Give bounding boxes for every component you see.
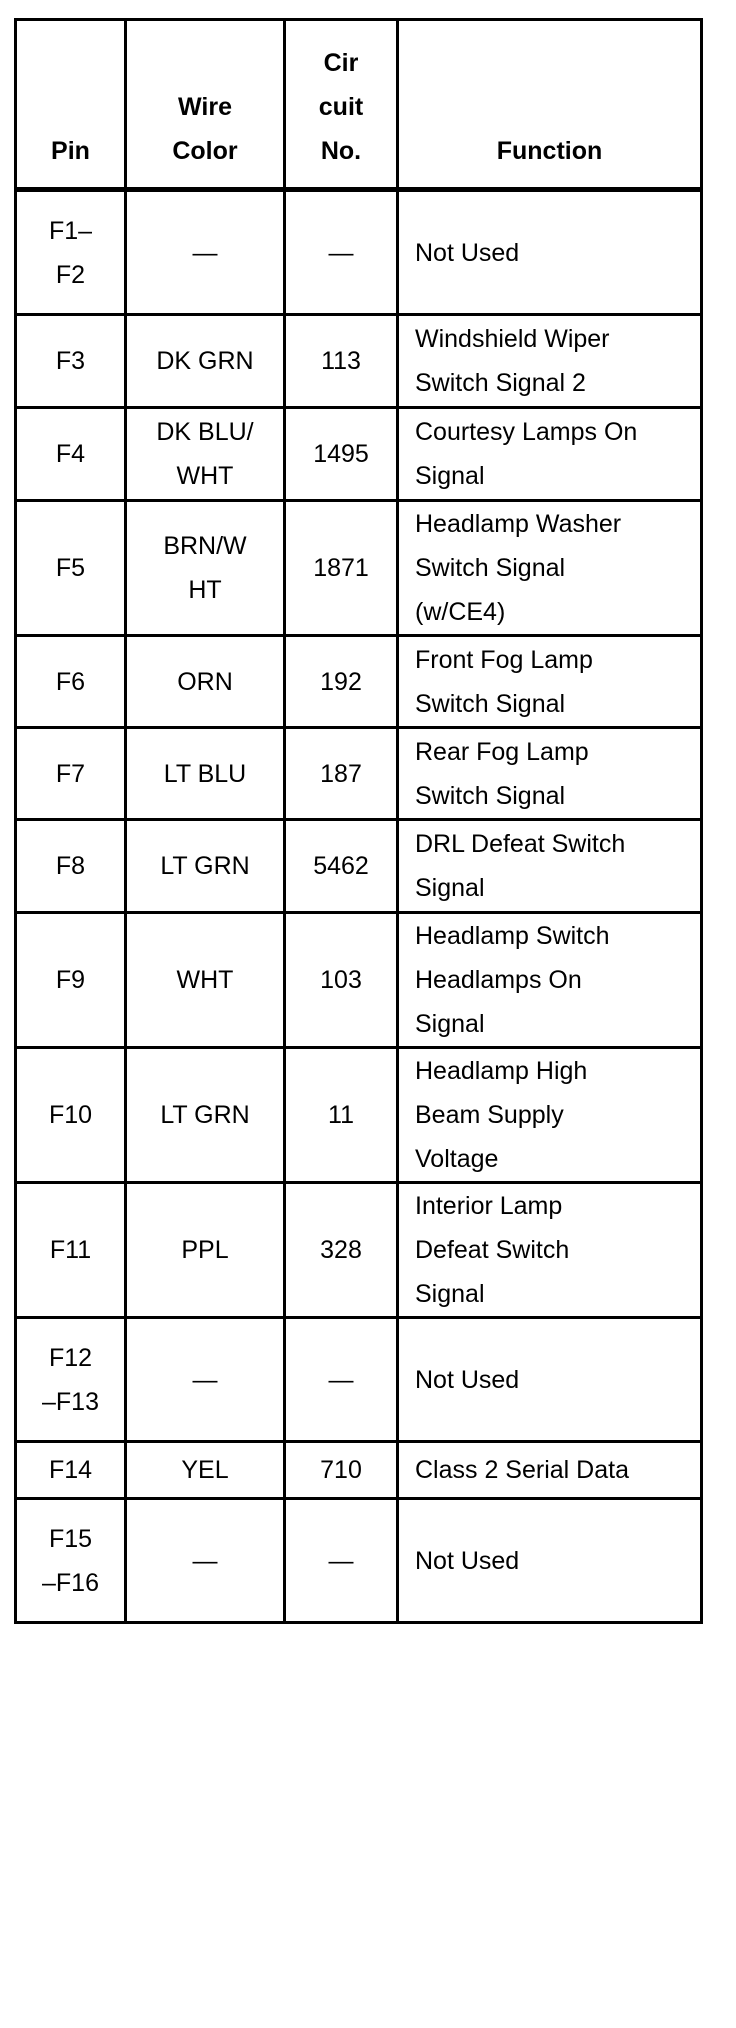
circuit-no-cell <box>285 820 398 913</box>
pin-cell <box>16 1442 126 1499</box>
pin-cell-text: F14 <box>48 1456 93 1484</box>
function-cell <box>398 190 702 315</box>
function-cell-text: Courtesy Lamps On Signal <box>415 418 638 490</box>
table-row <box>16 315 702 408</box>
table-row <box>16 820 702 913</box>
wire-color-cell <box>126 913 285 1048</box>
pin-cell-text: F3 <box>55 347 86 375</box>
table-row <box>16 408 702 501</box>
wire-color-cell <box>126 1048 285 1183</box>
wire-color-cell <box>126 408 285 501</box>
pin-cell-text: F8 <box>55 852 86 880</box>
wire-color-cell <box>126 1442 285 1499</box>
wire-color-cell <box>126 820 285 913</box>
pin-cell <box>16 190 126 315</box>
function-cell-text: Not Used <box>415 1365 520 1394</box>
wire-color-cell-text: LT GRN <box>160 852 250 880</box>
wire-color-cell-text: DK BLU/ WHT <box>156 418 254 490</box>
wire-color-cell-text: WHT <box>176 966 234 994</box>
circuit-no-cell <box>285 501 398 636</box>
header-function: Function <box>398 20 702 190</box>
circuit-no-cell <box>285 636 398 728</box>
pin-cell-text: F15 –F16 <box>42 1524 99 1597</box>
circuit-no-cell <box>285 913 398 1048</box>
circuit-no-cell-text: 5462 <box>313 852 369 880</box>
pin-cell-text: F11 <box>49 1236 92 1264</box>
circuit-no-cell <box>285 1318 398 1442</box>
circuit-no-cell <box>285 315 398 408</box>
wire-color-cell <box>126 1499 285 1623</box>
function-cell <box>398 501 702 636</box>
pin-cell <box>16 1048 126 1183</box>
wire-color-cell-text: YEL <box>181 1456 229 1484</box>
circuit-no-cell-text: 1495 <box>313 440 369 468</box>
wire-color-cell <box>126 1183 285 1318</box>
wire-color-cell-text: DK GRN <box>156 347 254 375</box>
circuit-no-cell-text: 103 <box>320 966 362 994</box>
wire-color-cell-text: LT GRN <box>160 1101 250 1129</box>
circuit-no-cell <box>285 1499 398 1623</box>
pin-cell <box>16 1183 126 1318</box>
pin-cell <box>16 728 126 820</box>
circuit-no-cell <box>285 190 398 315</box>
function-cell-text: Class 2 Serial Data <box>415 1456 629 1484</box>
function-cell <box>398 913 702 1048</box>
wire-color-cell-text: ORN <box>177 667 233 696</box>
circuit-no-cell-text: 710 <box>320 1456 362 1484</box>
pin-cell-text: F1– F2 <box>48 216 93 289</box>
function-cell-text: Front Fog Lamp Switch Signal <box>415 645 593 718</box>
function-cell <box>398 1499 702 1623</box>
header-pin: Pin <box>16 20 126 190</box>
pin-cell-text: F4 <box>55 440 86 468</box>
table-row <box>16 1048 702 1183</box>
circuit-no-cell-text: 1871 <box>313 554 369 582</box>
function-cell-text: Interior Lamp Defeat Switch Signal <box>415 1192 570 1308</box>
circuit-no-cell <box>285 408 398 501</box>
wire-color-cell <box>126 636 285 728</box>
circuit-no-cell <box>285 1183 398 1318</box>
wire-color-cell <box>126 728 285 820</box>
pin-cell-text: F9 <box>55 966 86 994</box>
table-row <box>16 1499 702 1623</box>
circuit-no-cell-text: 11 <box>328 1101 354 1129</box>
circuit-no-cell <box>285 728 398 820</box>
circuit-no-cell <box>285 1048 398 1183</box>
function-cell <box>398 1318 702 1442</box>
function-cell <box>398 315 702 408</box>
function-cell-text: DRL Defeat Switch Signal <box>415 830 626 902</box>
circuit-no-cell <box>285 1442 398 1499</box>
pin-cell-text: F5 <box>55 554 86 582</box>
pin-cell <box>16 913 126 1048</box>
wire-color-cell-text: BRN/W HT <box>163 532 247 604</box>
pin-cell <box>16 315 126 408</box>
pin-cell-text: F7 <box>55 759 86 788</box>
function-cell-text: Headlamp Switch Headlamps On Signal <box>415 922 610 1038</box>
header-wire-color: Wire Color <box>126 20 285 190</box>
function-cell <box>398 1183 702 1318</box>
pin-cell <box>16 501 126 636</box>
table-row <box>16 1318 702 1442</box>
function-cell-text: Not Used <box>415 1546 520 1575</box>
function-cell-text: Rear Fog Lamp Switch Signal <box>415 737 589 810</box>
wire-color-cell <box>126 315 285 408</box>
connector-pin-table <box>14 18 703 1624</box>
circuit-no-cell-text: 328 <box>320 1236 362 1264</box>
table-row <box>16 501 702 636</box>
function-cell <box>398 820 702 913</box>
wire-color-cell <box>126 501 285 636</box>
circuit-no-cell-text: 187 <box>320 759 362 788</box>
pin-cell-text: F6 <box>55 667 86 696</box>
pin-cell <box>16 1499 126 1623</box>
function-cell <box>398 1442 702 1499</box>
pin-cell <box>16 820 126 913</box>
table-row <box>16 1183 702 1318</box>
wire-color-cell <box>126 1318 285 1442</box>
table-row <box>16 190 702 315</box>
circuit-no-cell-text: 192 <box>320 667 362 696</box>
table-row <box>16 913 702 1048</box>
wire-color-cell-text: — <box>192 238 218 267</box>
wire-color-cell-text: — <box>192 1546 218 1575</box>
pin-cell <box>16 408 126 501</box>
circuit-no-cell-text: 113 <box>321 347 361 375</box>
pin-cell <box>16 636 126 728</box>
table-row <box>16 636 702 728</box>
circuit-no-cell-text: — <box>328 238 354 267</box>
wire-color-cell-text: PPL <box>181 1236 229 1264</box>
table-row <box>16 1442 702 1499</box>
header-row <box>16 20 702 190</box>
wire-color-cell <box>126 190 285 315</box>
function-cell <box>398 1048 702 1183</box>
circuit-no-cell-text: — <box>328 1546 354 1575</box>
pin-cell <box>16 1318 126 1442</box>
function-cell <box>398 408 702 501</box>
wire-color-cell-text: — <box>192 1365 218 1394</box>
wire-color-cell-text: LT BLU <box>163 759 247 788</box>
pin-cell-text: F12 –F13 <box>42 1343 99 1416</box>
function-cell-text: Not Used <box>415 238 520 267</box>
function-cell-text: Windshield Wiper Switch Signal 2 <box>415 325 610 397</box>
circuit-no-cell-text: — <box>328 1365 354 1394</box>
function-cell-text: Headlamp Washer Switch Signal (w/CE4) <box>415 510 622 626</box>
pin-cell-text: F10 <box>48 1101 93 1129</box>
table-row <box>16 728 702 820</box>
function-cell <box>398 728 702 820</box>
function-cell <box>398 636 702 728</box>
function-cell-text: Headlamp High Beam Supply Voltage <box>415 1057 588 1173</box>
header-circuit-no: Cir cuit No. <box>285 20 398 190</box>
